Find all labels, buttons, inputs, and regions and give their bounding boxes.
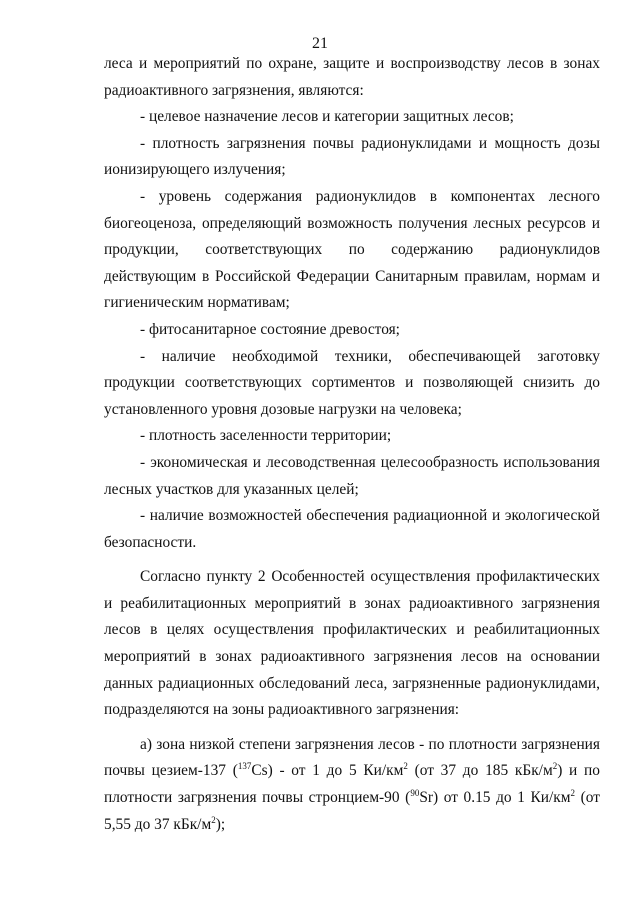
text-run: (от 5,55 до 37 кБк/м bbox=[104, 789, 600, 833]
list-item-economic: - экономическая и лесоводственная целесообразность использования лесных участков для указанных целей; bbox=[104, 453, 600, 498]
list-item-contamination-density: - плотность загрязнения почвы радионуклидами и мощность дозы ионизирующего излучения; bbox=[104, 134, 600, 179]
page-number: 21 bbox=[312, 35, 328, 52]
text-run: Cs) - от 1 до 5 Ки/км bbox=[251, 762, 404, 780]
list-item-population-density: - плотность заселенности территории; bbox=[140, 427, 392, 445]
list-item-equipment: - наличие необходимой техники, обеспечивающей заготовку продукции соответствующих сортиментов и позволяющей снизить до установленного уровня дозовые нагрузки на человека; bbox=[104, 347, 600, 418]
paragraph-low-zone bbox=[104, 732, 600, 838]
paragraph-continuation: леса и мероприятий по охране, защите и воспроизводству лесов в зонах радиоактивного загрязнения, являются: bbox=[104, 55, 600, 99]
superscript: 2 bbox=[570, 787, 576, 798]
text-run: ); bbox=[215, 815, 226, 833]
superscript: 2 bbox=[552, 761, 558, 772]
text-run: ) и по плотности загрязнения почвы стронцием-90 ( bbox=[104, 762, 600, 807]
superscript: 137 bbox=[237, 761, 252, 772]
list-item-purpose: - целевое назначение лесов и категории защитных лесов; bbox=[140, 108, 514, 126]
paragraph-zones-intro: Согласно пункту 2 Особенностей осуществления профилактических и реабилитационных мероприятий в зонах радиоактивного загрязнения лесов в целях осуществления профилактических и реабилитационных мероприятий в зонах радиоактивного загрязнения лесов на основании данных радиационных обследований леса, загрязненные радионуклидами, подразделяются на зоны радиоактивного загрязнения: bbox=[104, 568, 600, 719]
list-item-safety: - наличие возможностей обеспечения радиационной и экологической безопасности. bbox=[104, 507, 600, 551]
superscript: 2 bbox=[211, 814, 216, 825]
superscript: 90 bbox=[410, 787, 420, 798]
text-run: (от 37 до 185 кБк/м bbox=[407, 762, 553, 780]
text-run: а) зона низкой степени загрязнения лесов - по плотности загрязнения почвы цезием-137 ( bbox=[104, 735, 600, 780]
text-run: Sr) от 0.15 до 1 Ки/км bbox=[419, 789, 571, 807]
superscript: 2 bbox=[403, 761, 408, 772]
document-body bbox=[104, 51, 600, 838]
list-item-radionuclide-level: - уровень содержания радионуклидов в компонентах лесного биогеоценоза, определяющий возможность получения лесных ресурсов и продукции, соответствующих по содержанию радионуклидов действующим в Российской Федерации Санитарным правилам, нормам и гигиеническим нормативам; bbox=[104, 187, 600, 312]
list-item-phytosanitary: - фитосанитарное состояние древостоя; bbox=[140, 320, 400, 338]
